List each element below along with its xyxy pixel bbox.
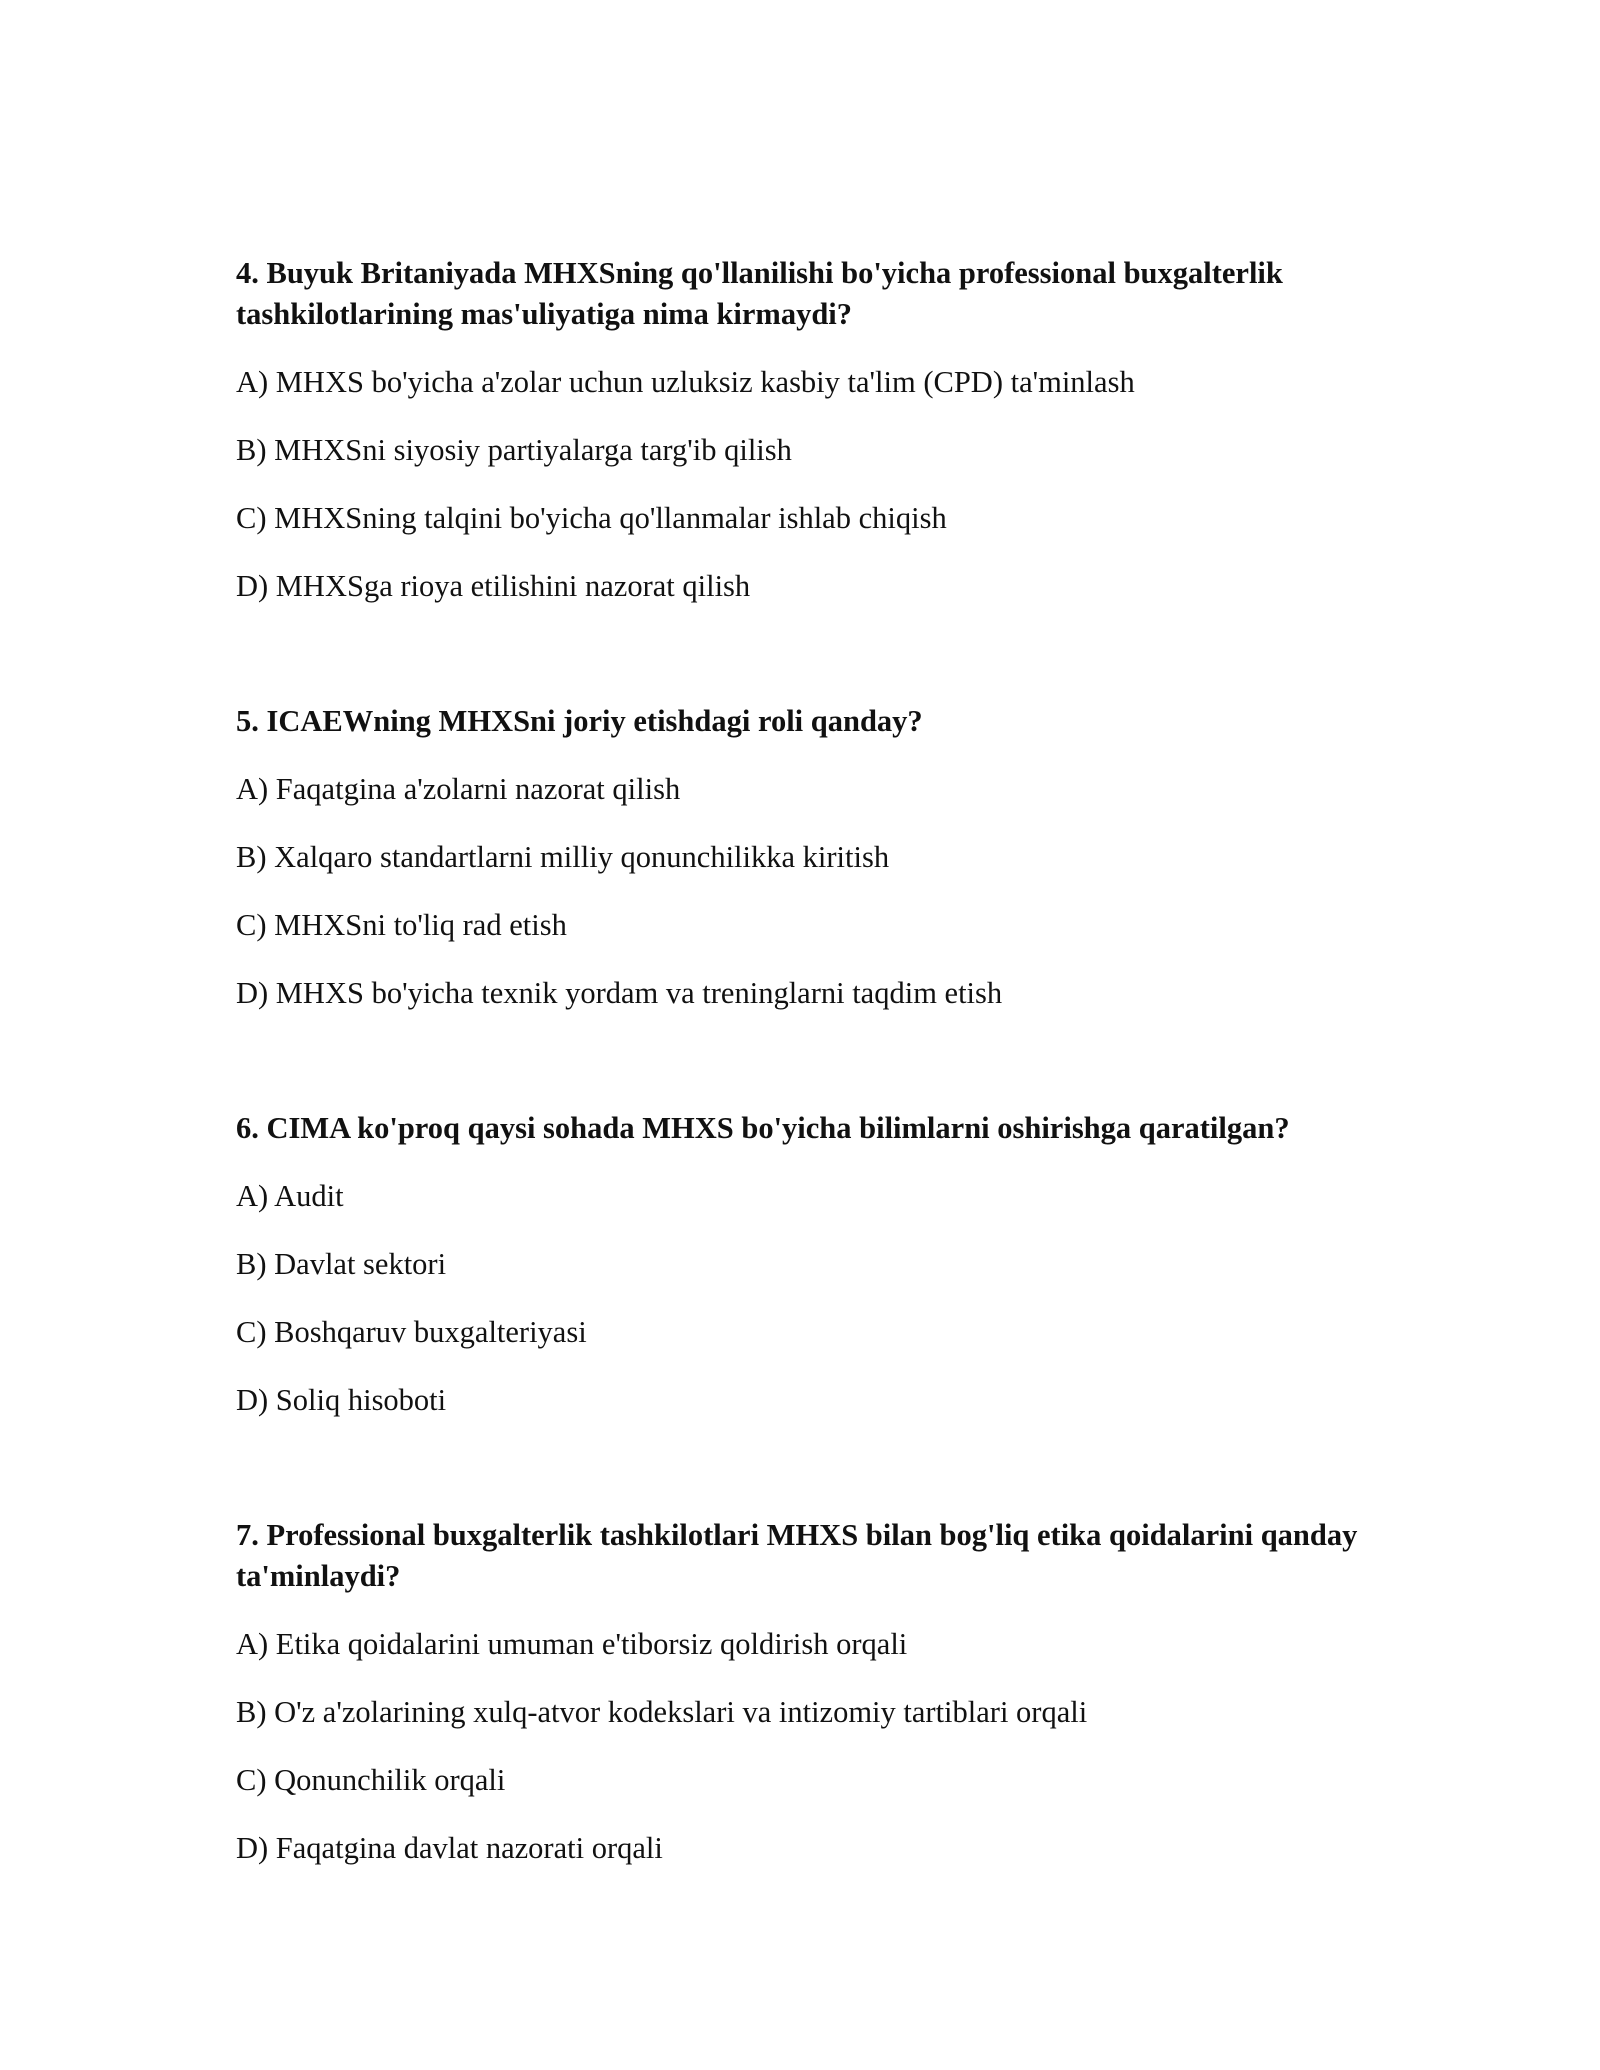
question-5 (236, 701, 1366, 1014)
option-a: A) Faqatgina a'zolarni nazorat qilish (236, 772, 681, 806)
question-text: 4. Buyuk Britaniyada MHXSning qo'llanilishi bo'yicha professional buxgalterlik tashkilotlarining mas'uliyatiga nima kirmaydi? (236, 256, 1283, 331)
option-d: D) MHXS bo'yicha texnik yordam va treninglarni taqdim etish (236, 976, 1003, 1010)
option-c: C) MHXSni to'liq rad etish (236, 908, 567, 942)
option-d: D) MHXSga rioya etilishini nazorat qilish (236, 569, 751, 603)
option-c: C) Qonunchilik orqali (236, 1763, 506, 1797)
option-b: B) O'z a'zolarining xulq-atvor kodekslari va intizomiy tartiblari orqali (236, 1695, 1088, 1729)
option-b: B) Xalqaro standartlarni milliy qonunchilikka kiritish (236, 840, 890, 874)
question-7 (236, 1515, 1366, 1869)
question-6 (236, 1108, 1366, 1421)
option-c: C) Boshqaruv buxgalteriyasi (236, 1315, 587, 1349)
option-a: A) MHXS bo'yicha a'zolar uchun uzluksiz kasbiy ta'lim (CPD) ta'minlash (236, 365, 1135, 399)
option-a: A) Etika qoidalarini umuman e'tiborsiz qoldirish orqali (236, 1627, 908, 1661)
option-b: B) MHXSni siyosiy partiyalarga targ'ib qilish (236, 433, 792, 467)
question-list (236, 253, 1366, 1896)
option-b: B) Davlat sektori (236, 1247, 447, 1281)
option-c: C) MHXSning talqini bo'yicha qo'llanmalar ishlab chiqish (236, 501, 947, 535)
question-4 (236, 253, 1366, 607)
option-d: D) Faqatgina davlat nazorati orqali (236, 1831, 663, 1865)
question-text: 7. Professional buxgalterlik tashkilotlari MHXS bilan bog'liq etika qoidalarini qanday ta'minlaydi? (236, 1518, 1358, 1593)
question-text: 5. ICAEWning MHXSni joriy etishdagi roli qanday? (236, 704, 923, 738)
question-text: 6. CIMA ko'proq qaysi sohada MHXS bo'yicha bilimlarni oshirishga qaratilgan? (236, 1111, 1290, 1145)
option-a: A) Audit (236, 1179, 344, 1213)
option-d: D) Soliq hisoboti (236, 1383, 447, 1417)
